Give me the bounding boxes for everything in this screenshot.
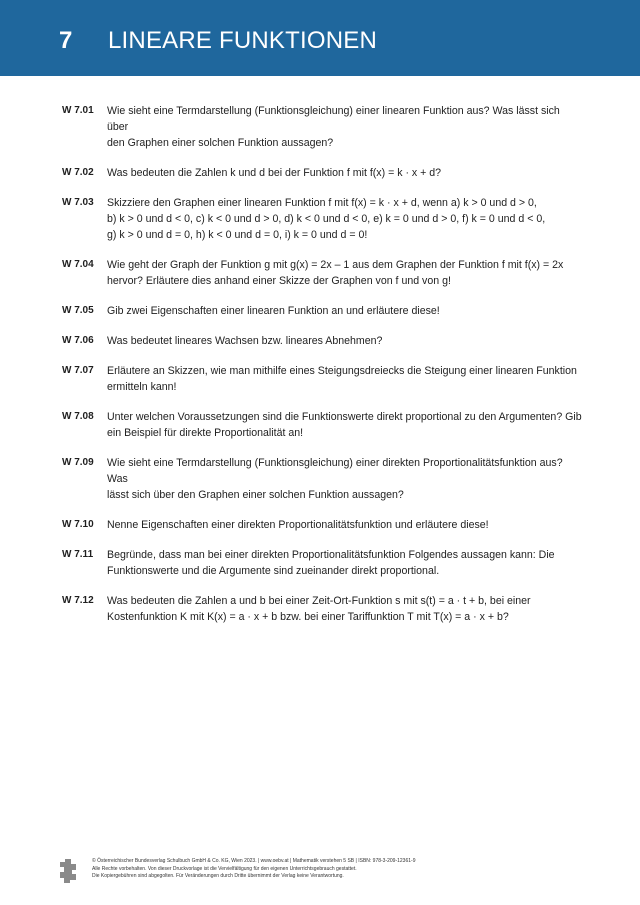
task-code: W 7.06 [62,335,94,346]
task-item [62,303,582,319]
task-line: hervor? Erläutere dies anhand einer Skizze der Graphen von f und von g! [107,275,451,287]
task-item [62,517,582,533]
task-text [107,303,582,319]
footer-line: © Österreichischer Bundesverlag Schulbuch GmbH & Co. KG, Wien 2023. | www.oebv.at | Mathematik verstehen 5 SB | ISBN: 978-3-209-12361-9 [92,858,416,864]
footer-line: Alle Rechte vorbehalten. Von dieser Druckvorlage ist die Vervielfältigung für den eigenen Unterrichtsgebrauch gestattet. [92,865,357,872]
task-line: Unter welchen Voraussetzungen sind die Funktionswerte direkt proportional zu den Argumenten? Gib [107,411,582,423]
task-line: Was bedeuten die Zahlen k und d bei der Funktion f mit f(x) = k · x + d? [107,167,442,179]
task-item [62,165,582,181]
task-line: Was bedeuten die Zahlen a und b bei einer Zeit-Ort-Funktion s mit s(t) = a · t + b, bei einer [107,595,531,607]
task-code: W 7.05 [62,305,94,316]
task-line: Skizziere den Graphen einer linearen Funktion f mit f(x) = k · x + d, wenn a) k > 0 und d > 0, [107,197,537,209]
task-code: W 7.12 [62,595,94,606]
task-code: W 7.07 [62,365,94,376]
task-code: W 7.08 [62,411,94,422]
task-text [107,517,582,533]
task-code: W 7.01 [62,105,94,116]
task-item [62,363,582,395]
task-line: Nenne Eigenschaften einer direkten Proportionalitätsfunktion und erläutere diese! [107,519,489,531]
task-item [62,333,582,349]
task-text [107,165,582,181]
task-text [107,195,582,243]
task-item [62,103,582,151]
task-code: W 7.11 [62,549,94,560]
task-line: g) k > 0 und d = 0, h) k < 0 und d = 0, i) k = 0 und d = 0! [107,229,368,241]
task-line: Kostenfunktion K mit K(x) = a · x + b bzw. bei einer Tariffunktion T mit T(x) = a · x + b? [107,611,509,623]
footer-line: Die Kopiergebühren sind abgegolten. Für Veränderungen durch Dritte übernimmt der Verlag keine Verantwortung. [92,873,344,879]
chapter-title: LINEARE FUNKTIONEN [108,27,377,54]
task-line: Gib zwei Eigenschaften einer linearen Funktion an und erläutere diese! [107,305,440,317]
task-text [107,455,582,503]
task-item [62,257,582,289]
task-list [62,103,582,625]
task-text [107,333,582,349]
task-text [107,409,582,441]
chapter-number: 7 [59,27,73,54]
task-line: Begründe, dass man bei einer direkten Proportionalitätsfunktion Folgendes aussagen kann: Die [107,549,555,561]
task-code: W 7.04 [62,259,94,270]
task-line: Wie sieht eine Termdarstellung (Funktionsgleichung) einer direkten Proportionalitätsfunktion aus? Was [107,457,563,485]
task-code: W 7.09 [62,457,94,468]
task-line: ermitteln kann! [107,381,177,393]
task-item [62,547,582,579]
task-line: b) k > 0 und d < 0, c) k < 0 und d > 0, d) k < 0 und d < 0, e) k = 0 und d > 0, f) k = 0 und d < 0, [107,213,546,225]
task-text [107,547,582,579]
task-text [107,593,582,625]
task-code: W 7.10 [62,519,94,530]
task-line: den Graphen einer solchen Funktion aussagen? [107,137,334,149]
chapter-header [0,0,640,76]
task-line: ein Beispiel für direkte Proportionalität an! [107,427,304,439]
task-item [62,455,582,503]
task-code: W 7.02 [62,167,94,178]
copyright-footer [92,858,552,881]
task-item [62,593,582,625]
task-text [107,103,582,151]
task-line: Wie geht der Graph der Funktion g mit g(x) = 2x – 1 aus dem Graphen der Funktion f mit f(x) = 2x [107,259,564,271]
task-item [62,195,582,243]
task-code: W 7.03 [62,197,94,208]
task-line: Was bedeutet lineares Wachsen bzw. lineares Abnehmen? [107,335,383,347]
task-line: Wie sieht eine Termdarstellung (Funktionsgleichung) einer linearen Funktion aus? Was lässt sich über [107,105,560,133]
task-text [107,257,582,289]
task-line: Funktionswerte und die Argumente sind zueinander direkt proportional. [107,565,440,577]
task-item [62,409,582,441]
task-line: lässt sich über den Graphen einer solchen Funktion aussagen? [107,489,404,501]
task-text [107,363,582,395]
puzzle-piece-icon [58,858,78,884]
task-line: Erläutere an Skizzen, wie man mithilfe eines Steigungsdreiecks die Steigung einer linearen Funktion [107,365,577,377]
